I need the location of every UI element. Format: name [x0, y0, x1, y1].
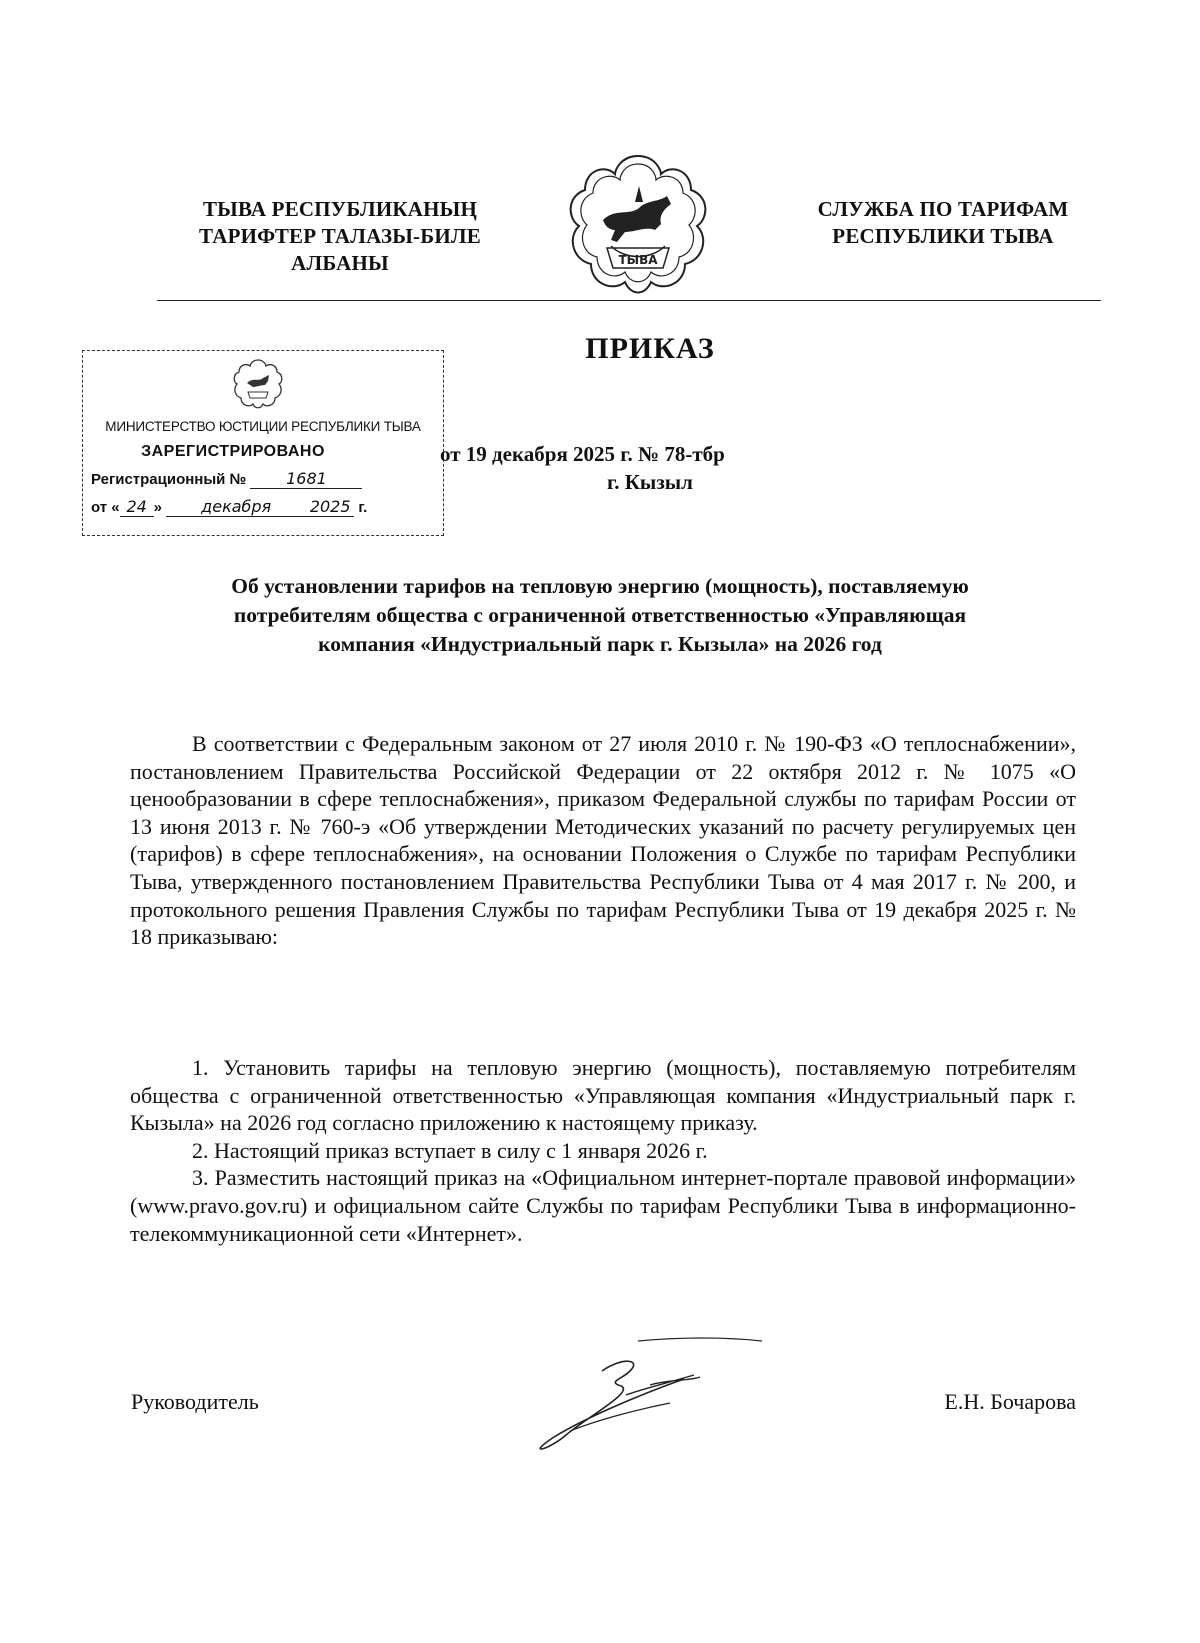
signatory-name: Е.Н. Бочарова	[944, 1389, 1076, 1414]
subject-line: компания «Индустриальный парк г. Кызыла» на 2026 год	[318, 632, 882, 656]
stamp-reg-label: Регистрационный №	[91, 471, 247, 488]
coat-of-arms-emblem	[563, 150, 713, 300]
subject-line: Об установлении тарифов на тепловую энергию (мощность), поставляемую	[231, 574, 969, 598]
order-items	[130, 1054, 1076, 1247]
stamp-date-mid: »	[153, 499, 162, 516]
stamp-ministry: МИНИСТЕРСТВО ЮСТИЦИИ РЕСПУБЛИКИ ТЫВА	[105, 419, 421, 434]
document-city: г. Кызыл	[607, 470, 693, 494]
stamp-registration-line	[91, 469, 362, 489]
stamp-date-suffix: г.	[358, 499, 368, 516]
document-subject	[130, 572, 1070, 659]
emblem-label: ТЫВА	[618, 253, 658, 267]
header-divider	[157, 300, 1101, 301]
header-left-block	[150, 196, 530, 277]
order-item: 3. Разместить настоящий приказ на «Официальном интернет-портале правовой информации» (www.pravo.gov.ru) и официальном сайте Службы по тарифам Республики Тыва в информационно-телекоммуникационной сети «Интернет».	[130, 1165, 1076, 1246]
order-item: 1. Установить тарифы на тепловую энергию (мощность), поставляемую потребителям общества с ограниченной ответственностью «Управляющая компания «Индустриальный парк г. Кызыла» на 2026 год согласно приложению к настоящему приказу.	[130, 1055, 1076, 1136]
stamp-status: ЗАРЕГИСТРИРОВАНО	[141, 443, 325, 460]
header-right-block	[788, 196, 1098, 250]
stamp-date-prefix: от «	[91, 499, 120, 516]
handwritten-signature	[530, 1335, 810, 1455]
document-type-title: ПРИКАЗ	[585, 332, 715, 365]
document-date-number: от 19 декабря 2025 г. № 78-тбр	[440, 442, 725, 466]
header-left-line: АЛБАНЫ	[291, 251, 389, 275]
stamp-reg-number: 1681	[250, 469, 362, 489]
stamp-emblem-icon	[231, 357, 285, 411]
stamp-day: 24	[120, 497, 154, 517]
preamble-paragraph: В соответствии с Федеральным законом от 27 июля 2010 г. № 190-ФЗ «О теплоснабжении», постановлением Правительства Российской Федерации от 22 октября 2012 г. № 1075 «О ценообразовании в сфере теплоснабжения», приказом Федеральной службы по тарифам России от 13 июня 2013 г. № 760-э «Об утверждении Методических указаний по расчету регулируемых цен (тарифов) в сфере теплоснабжения», на основании Положения о Службе по тарифам Республики Тыва, утвержденного постановлением Правительства Республики Тыва от 4 мая 2017 г. № 200, и протокольного решения Правления Службы по тарифам Республики Тыва от 19 декабря 2025 г. № 18 приказываю:	[130, 731, 1076, 950]
header-right-line: РЕСПУБЛИКИ ТЫВА	[832, 224, 1054, 248]
stamp-month: декабря	[166, 497, 306, 517]
header-left-line: ТАРИФТЕР ТАЛАЗЫ-БИЛЕ	[199, 224, 481, 248]
order-item: 2. Настоящий приказ вступает в силу с 1 января 2026 г.	[192, 1137, 708, 1163]
stamp-date-line	[91, 497, 367, 517]
signatory-position: Руководитель	[131, 1389, 259, 1414]
stamp-year: 2025	[306, 497, 354, 517]
registration-stamp	[82, 350, 444, 536]
subject-line: потребителям общества с ограниченной ответственностью «Управляющая	[233, 603, 967, 627]
header-left-line: ТЫВА РЕСПУБЛИКАНЫҢ	[202, 197, 478, 221]
header-right-line: СЛУЖБА ПО ТАРИФАМ	[817, 197, 1069, 221]
